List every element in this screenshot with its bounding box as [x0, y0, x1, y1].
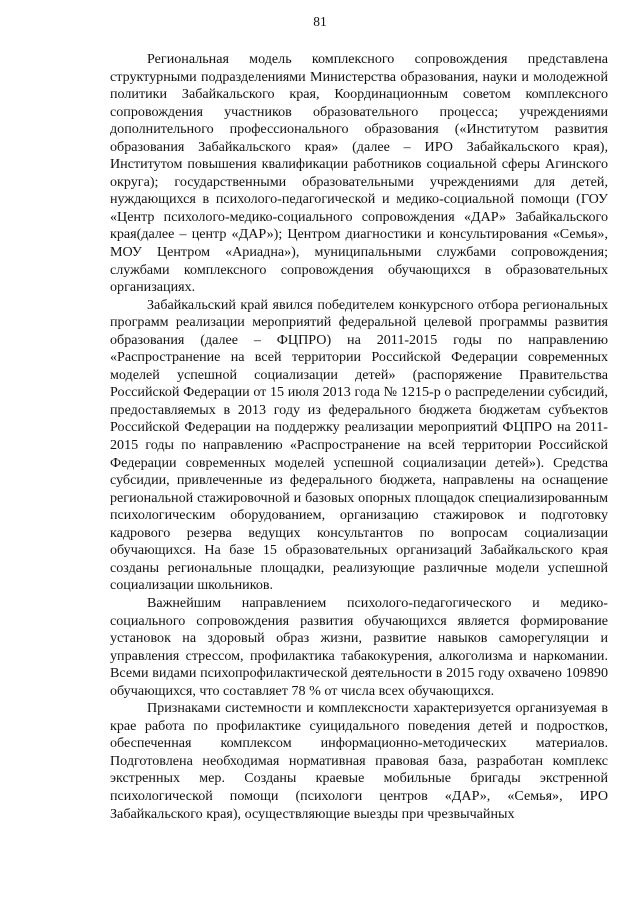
paragraph-regional-model: Региональная модель комплексного сопровождения представлена структурными подразделениями Министерства образования, науки и молодежной политики Забайкальского края, Координационным советом комплексного сопровождения участников образовательного процесса; учреждениями дополнительного профессионального образования («Институтом развития образования Забайкальского края» (далее – ИРО Забайкальского края), Институтом повышения квалификации работников социальной сферы Агинского округа); государственными образовательными учреждениями для детей, нуждающихся в психолого-педагогической и медико-социальной помощи (ГОУ «Центр психолого-медико-социального сопровождения «ДАР» Забайкальского края(далее – центр «ДАР»); Центром диагностики и консультирования «Семья», МОУ Центром «Ариадна»), муниципальными службами сопровождения; службами комплексного сопровождения обучающихся в образовательных организациях. — [110, 51, 608, 296]
page-number: 81 — [313, 14, 327, 29]
paragraph-zabaikalsky-winner: Забайкальский край явился победителем конкурсного отбора региональных программ реализации мероприятий федеральной целевой программы развития образования (далее – ФЦПРО) на 2011-2015 годы по направлению «Распространение на всей территории Российской Федерации современных моделей успешной социализации детей» (распоряжение Правительства Российской Федерации от 15 июля 2013 года № 1215-р о распределении субсидий, предоставляемых в 2013 году из федерального бюджета бюджетам субъектов Российской Федерации на поддержку реализации мероприятий ФЦПРО на 2011-2015 годы по направлению «Распространение на всей территории Российской Федерации современных моделей успешной социализации детей»). Средства субсидии, привлеченные из федерального бюджета, направлены на оснащение региональной стажировочной и базовых опорных площадок специализированным психологическим оборудованием, организацию стажировок и подготовку кадрового резерва ведущих консультантов по вопросам социализации обучающихся. На базе 15 образовательных организаций Забайкальского края созданы региональные площадки, реализующие различные модели успешной социализации школьников. — [110, 296, 608, 594]
body-text — [110, 51, 608, 823]
paragraph-healthy-lifestyle: Важнейшим направлением психолого-педагогического и медико-социального сопровождения развития обучающихся является формирование установок на здоровый образ жизни, развитие навыков саморегуляции и управления стрессом, профилактика табакокурения, алкоголизма и наркомании. Всеми видами психопрофилактической деятельности в 2015 году охвачено 109890 обучающихся, что составляет 78 % от числа всех обучающихся. — [110, 594, 608, 699]
paragraph-suicide-prevention: Признаками системности и комплексности характеризуется организуемая в крае работа по профилактике суицидального поведения детей и подростков, обеспеченная комплексом информационно-методических материалов. Подготовлена необходимая нормативная правовая база, разработан комплекс экстренных мер. Созданы краевые мобильные бригады экстренной психологической помощи (психологи центров «ДАР», «Семья», ИРО Забайкальского края), осуществляющие выезды при чрезвычайных — [110, 700, 608, 822]
